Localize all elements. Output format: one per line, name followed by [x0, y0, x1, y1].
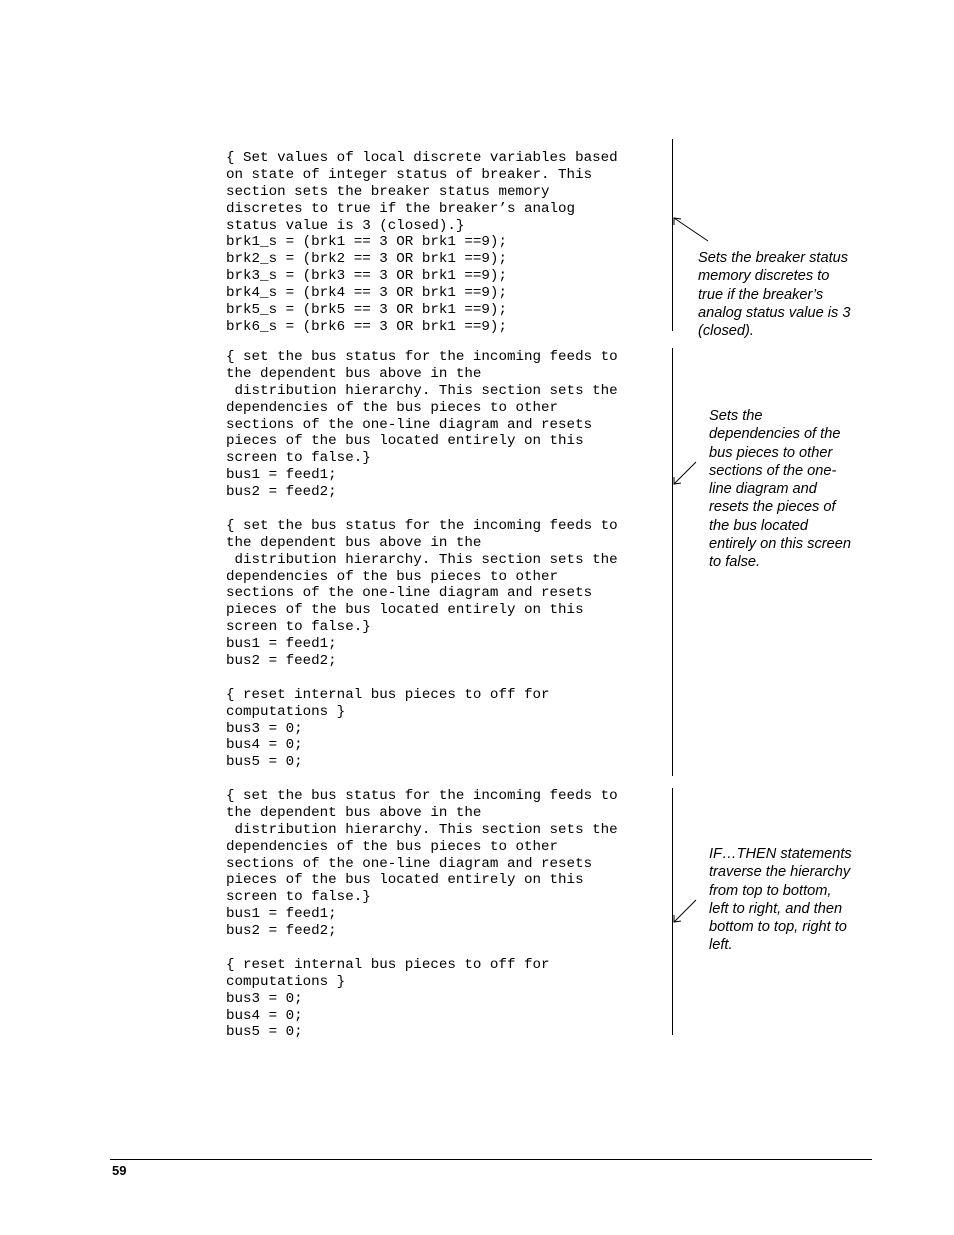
code-blank-line [226, 940, 618, 957]
code-block-breaker-status [226, 150, 618, 336]
code-line: sections of the one-line diagram and resets [226, 416, 593, 433]
code-line: the dependent bus above in the [226, 365, 482, 382]
code-line: { set the bus status for the incoming feeds to [226, 349, 618, 365]
code-line: brk4_s = (brk4 == 3 OR brk1 ==9); [226, 285, 507, 302]
code-line: brk6_s = (brk6 == 3 OR brk1 ==9); [226, 318, 507, 335]
code-line: bus2 = feed2; [226, 653, 337, 670]
code-line: distribution hierarchy. This section sets the [226, 551, 618, 568]
code-line: dependencies of the bus pieces to other [226, 399, 559, 416]
code-line: bus1 = feed1; [226, 467, 337, 484]
code-line: brk2_s = (brk2 == 3 OR brk1 ==9); [226, 251, 507, 268]
code-line: brk5_s = (brk5 == 3 OR brk1 ==9); [226, 302, 507, 319]
callout-arrow-icon [672, 460, 702, 490]
code-line: bus4 = 0; [226, 1007, 303, 1024]
code-line: dependencies of the bus pieces to other [226, 838, 559, 855]
code-line: sections of the one-line diagram and resets [226, 855, 593, 872]
code-line: bus5 = 0; [226, 754, 303, 771]
code-line: bus3 = 0; [226, 720, 303, 737]
code-line: section sets the breaker status memory [226, 183, 550, 200]
code-blank-line [226, 670, 618, 687]
code-line: bus4 = 0; [226, 737, 303, 754]
code-line: brk3_s = (brk3 == 3 OR brk1 ==9); [226, 268, 507, 285]
code-block-bus-hierarchy [226, 788, 618, 1041]
code-line: discretes to true if the breaker’s analog [226, 200, 576, 217]
code-line: brk1_s = (brk1 == 3 OR brk1 ==9); [226, 234, 507, 251]
code-line: on state of integer status of breaker. This [226, 166, 593, 183]
annotation-breaker-status: Sets the breaker status memory discretes to true if the breaker’s analog status value is 3 (closed). [698, 250, 851, 340]
annotation-if-then-traversal: IF…THEN statements traverse the hierarchy from top to bottom, left to right, and then bottom to top, right to left. [709, 846, 852, 954]
annotation-bus-dependencies: Sets the dependencies of the bus pieces to other sections of the one- line diagram and resets the pieces of the bus located entirely on this screen to false. [709, 408, 851, 571]
code-line: computations } [226, 973, 346, 990]
code-line: bus5 = 0; [226, 1024, 303, 1041]
section-divider-line [672, 348, 673, 776]
code-line: screen to false.} [226, 450, 371, 467]
code-line: pieces of the bus located entirely on this [226, 872, 584, 889]
code-line: bus2 = feed2; [226, 923, 337, 940]
code-line: distribution hierarchy. This section sets the [226, 821, 618, 838]
code-line: { Set values of local discrete variables based [226, 150, 618, 166]
code-line: dependencies of the bus pieces to other [226, 568, 559, 585]
page-number: 59 [112, 1163, 127, 1178]
code-line: computations } [226, 703, 346, 720]
code-line: bus1 = feed1; [226, 636, 337, 653]
code-line: sections of the one-line diagram and resets [226, 585, 593, 602]
code-line: pieces of the bus located entirely on this [226, 602, 584, 619]
code-line: screen to false.} [226, 889, 371, 906]
code-line: pieces of the bus located entirely on this [226, 433, 584, 450]
callout-arrow-icon [672, 898, 702, 928]
code-line: bus2 = feed2; [226, 484, 337, 501]
code-line: distribution hierarchy. This section sets the [226, 382, 618, 399]
code-line: { reset internal bus pieces to off for [226, 686, 550, 703]
code-line: { set the bus status for the incoming feeds to [226, 517, 618, 534]
code-blank-line [226, 501, 618, 518]
code-line: screen to false.} [226, 619, 371, 636]
code-line: the dependent bus above in the [226, 804, 482, 821]
footer-divider-line [110, 1159, 872, 1160]
code-block-bus-dependencies [226, 349, 618, 771]
callout-arrow-icon [672, 216, 712, 246]
code-line: { reset internal bus pieces to off for [226, 956, 550, 973]
code-line: status value is 3 (closed).} [226, 217, 465, 234]
code-line: the dependent bus above in the [226, 534, 482, 551]
code-line: { set the bus status for the incoming feeds to [226, 788, 618, 804]
code-line: bus3 = 0; [226, 990, 303, 1007]
code-line: bus1 = feed1; [226, 906, 337, 923]
